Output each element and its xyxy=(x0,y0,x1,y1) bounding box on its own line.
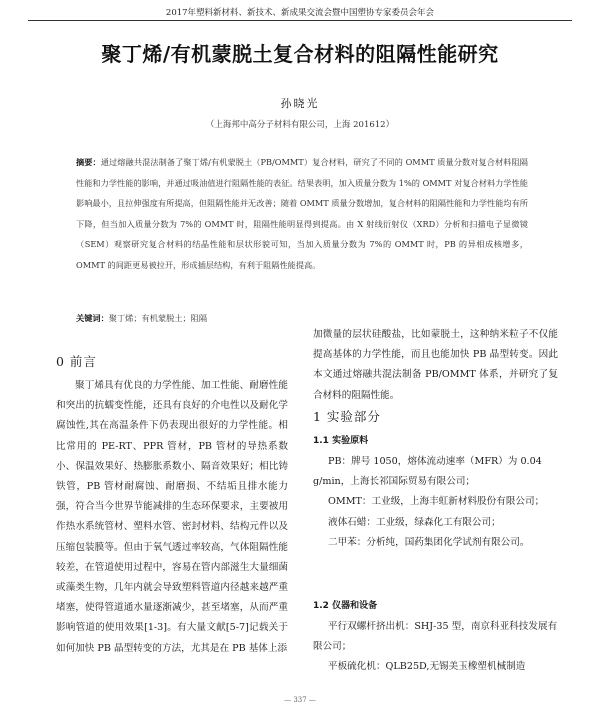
abstract-label: 摘要： xyxy=(76,157,101,167)
author-affiliation: （上海邦中高分子材料有限公司，上海 201612） xyxy=(205,120,395,130)
intro-paragraph xyxy=(56,376,288,659)
intro-paragraph-text: 聚丁烯具有优良的力学性能、加工性能、耐磨性能和突出的抗蠕变性能，还具有良好的介电性以及耐化学腐蚀性,其在高温条件下仍表现出很好的力学性能。相比常用的 PE-RT、PPR 管材，PB 管材的导热系数小、保温效果好、热膨胀系数小、隔音效果好；相比铸铁管，PB 管材耐腐蚀、耐磨损、不结垢且排水能力强，符合当今世界节能减排的生态环保要求，主要被用作热水系统管材、塑料水管、密封材料、结构元件以及压缩包装膜等。但由于氧气透过率较高，气体阻隔性能较差，在管道使用过程中，容易在管内部滋生大量细菌或藻类生物，几年内就会导致塑料管道内径越来越严重堵塞，使得管道通水量逐渐减少，甚至堵塞，从而严重影响管道的使用效果[1-3]。有大量文献[5-7]记载关于如何加快 PB 晶型转变的方法，尤其是在 PB 基体上添 xyxy=(56,380,288,654)
equipment-list xyxy=(313,617,558,678)
equipment-item: 平行双螺杆挤出机：SHJ-35 型，南京科亚科技发展有限公司； xyxy=(313,621,558,653)
page-footer: — 337 — xyxy=(284,696,316,704)
materials-list xyxy=(313,452,558,553)
right-intro-text: 加微量的层状硅酸盐，比如蒙脱土，这种纳米粒子不仅能提高基体的力学性能，而且也能加快 PB 晶型转变。因此本文通过熔融共混法制备 PB/OMMT 体系，并研究了复合材料的阻隔性能。 xyxy=(313,329,558,401)
material-item: PB：牌号 1050，熔体流动速率（MFR）为 0.04 g/min，上海长祁国际贸易有限公司； xyxy=(313,456,542,488)
section-heading-intro: 0 前言 xyxy=(56,354,97,369)
material-item: OMMT：工业级，上海丰虹新材料股份有限公司； xyxy=(328,496,545,508)
equipment-item: 平板硫化机：QLB25D,无锡美玉橡塑机械制造 xyxy=(328,661,526,673)
material-item: 液体石蜡：工业级，绿森化工有限公司； xyxy=(328,516,501,528)
running-header-text: 2017年塑料新材料、新技术、新成果交流会暨中国塑协专家委员会年会 xyxy=(165,8,435,18)
keywords-text: 聚丁烯；有机蒙脱土；阻隔 xyxy=(108,313,208,323)
keywords-label: 关键词： xyxy=(76,313,109,323)
keywords xyxy=(76,313,528,324)
subsection-equipment: 1.2 仪器和设备 xyxy=(313,601,378,611)
running-header xyxy=(28,6,572,21)
material-item: 二甲苯：分析纯，国药集团化学试剂有限公司。 xyxy=(328,536,530,548)
section-heading-experiment: 1 实验部分 xyxy=(313,409,381,424)
subsection-materials: 1.1 实验原料 xyxy=(313,436,369,446)
right-intro-paragraph xyxy=(313,325,558,406)
author-name: 孙晓光 xyxy=(280,97,320,110)
abstract xyxy=(76,152,528,275)
abstract-text: 通过熔融共混法制备了聚丁烯/有机蒙脱土（PB/OMMT）复合材料，研究了不同的 OMMT 质量分数对复合材料阻隔性能和力学性能的影响，并通过吸油值进行阻隔性能的表征。结果表明，加入质量分数为 1%的 OMMT 对复合材料力学性能影响最小，且拉伸强度有所提高，但阻隔性能并无改善；随着 OMMT 质量分数增加，复合材料的阻隔性能和力学性能均有所下降，但当加入质量分数为 7%的 OMMT 时，阻隔性能明显得到提高。由 X 射线衍射仪（XRD）分析和扫描电子显微镜（SEM）观察研究复合材料的结晶性能和层状形貌可知，当加入质量分数为 7%的 OMMT 时，PB 的异相成核增多，OMMT 的间距更易被拉开，形成插层结构，有利于阻隔性能提高。 xyxy=(76,157,528,270)
paper-title: 聚丁烯/有机蒙脱土复合材料的阻隔性能研究 xyxy=(101,42,499,66)
